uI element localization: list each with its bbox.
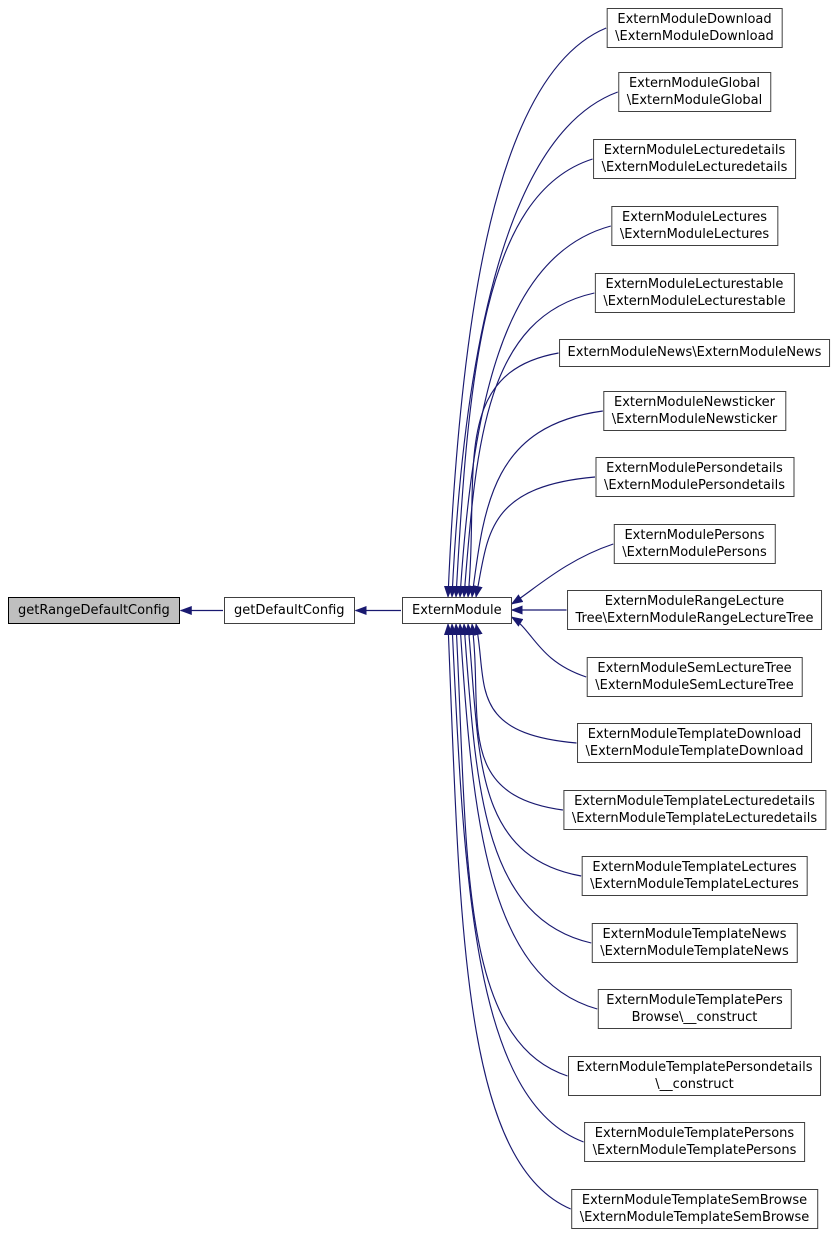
node-getDefaultConfig[interactable]: getDefaultConfig [224, 597, 355, 624]
caller-label-line: ExternModuleLecturestable [605, 277, 784, 292]
caller-label-line: ExternModuleTemplatePers [606, 993, 783, 1008]
caller-label-line: \ExternModuleTemplateDownload [585, 744, 804, 759]
call-edge [468, 353, 559, 597]
caller-label-line: \__construct [655, 1077, 734, 1092]
caller-label-line: \ExternModuleLectures [619, 227, 770, 242]
caller-label-line: \ExternModuleNewsticker [611, 412, 778, 427]
caller-label-line: \ExternModuleSemLectureTree [595, 678, 794, 693]
node-ExternModule[interactable]: ExternModule [402, 597, 512, 624]
caller-node[interactable] [586, 657, 803, 697]
caller-label-line: \ExternModuleTemplateNews [600, 944, 789, 959]
caller-label-line: ExternModuleDownload [617, 12, 772, 27]
caller-node[interactable] [559, 339, 831, 367]
caller-label-line: ExternModuleRangeLecture [604, 594, 785, 609]
caller-label-line: ExternModuleLecturedetails [603, 143, 786, 158]
call-edge [452, 624, 584, 1142]
caller-label-line: \ExternModuleDownload [615, 29, 774, 44]
caller-node[interactable] [618, 72, 771, 112]
call-edge [456, 159, 593, 597]
caller-node[interactable] [611, 206, 778, 246]
caller-label-line: ExternModuleTemplatePersondetails [576, 1060, 813, 1075]
caller-label-line: ExternModuleLectures [622, 210, 767, 225]
caller-label-line: ExternModuleTemplatePersons [594, 1126, 795, 1141]
caller-node[interactable] [593, 139, 797, 179]
caller-label-line: ExternModuleTemplateDownload [587, 727, 802, 742]
caller-node[interactable] [595, 457, 794, 497]
caller-node[interactable] [577, 723, 813, 763]
caller-label-line: \ExternModuleLecturestable [603, 294, 786, 309]
caller-label-line: ExternModuleTemplateSemBrowse [581, 1193, 808, 1208]
caller-label-line: \ExternModulePersons [622, 545, 767, 560]
caller-node[interactable] [597, 989, 791, 1029]
caller-label-line: ExternModuleGlobal [628, 76, 761, 91]
caller-node[interactable] [581, 856, 808, 896]
caller-label-line: \ExternModuleTemplateLectures [590, 877, 799, 892]
node-getRangeDefaultConfig: getRangeDefaultConfig [8, 597, 180, 624]
caller-label-line: ExternModuleNewsticker [613, 395, 776, 410]
caller-node[interactable] [571, 1189, 819, 1229]
caller-label-line: \ExternModuleTemplatePersons [592, 1143, 797, 1158]
caller-label-line: ExternModulePersons [624, 528, 765, 543]
caller-node[interactable] [613, 524, 775, 564]
caller-label-line: ExternModuleSemLectureTree [597, 661, 792, 676]
caller-node[interactable] [606, 8, 783, 48]
call-edge [476, 477, 595, 597]
caller-label-line: \ExternModuleLecturedetails [601, 160, 788, 175]
caller-node[interactable] [591, 923, 797, 963]
caller-node[interactable] [567, 590, 823, 630]
caller-label-line: ExternModuleNews\ExternModuleNews [567, 345, 822, 360]
caller-label-line: ExternModulePersondetails [606, 461, 783, 476]
caller-node[interactable] [568, 1056, 822, 1096]
caller-label-line: \ExternModuleTemplateSemBrowse [579, 1210, 810, 1225]
caller-node[interactable] [563, 790, 826, 830]
caller-label-line: Tree\ExternModuleRangeLectureTree [575, 611, 814, 626]
caller-node[interactable] [603, 391, 786, 431]
caller-label-line: \ExternModuleGlobal [626, 93, 763, 108]
caller-label-line: ExternModuleTemplateNews [602, 927, 787, 942]
caller-label-line: \ExternModulePersondetails [603, 478, 786, 493]
caller-label-line: ExternModuleTemplateLecturedetails [574, 794, 815, 809]
caller-label-line: \ExternModuleTemplateLecturedetails [571, 811, 818, 826]
call-edge [476, 624, 577, 743]
caller-label-line: ExternModuleTemplateLectures [592, 860, 797, 875]
caller-label-line: Browse\__construct [631, 1010, 758, 1025]
call-edge [472, 411, 603, 597]
caller-node[interactable] [594, 273, 794, 313]
caller-node[interactable] [584, 1122, 806, 1162]
call-edge [468, 624, 581, 876]
